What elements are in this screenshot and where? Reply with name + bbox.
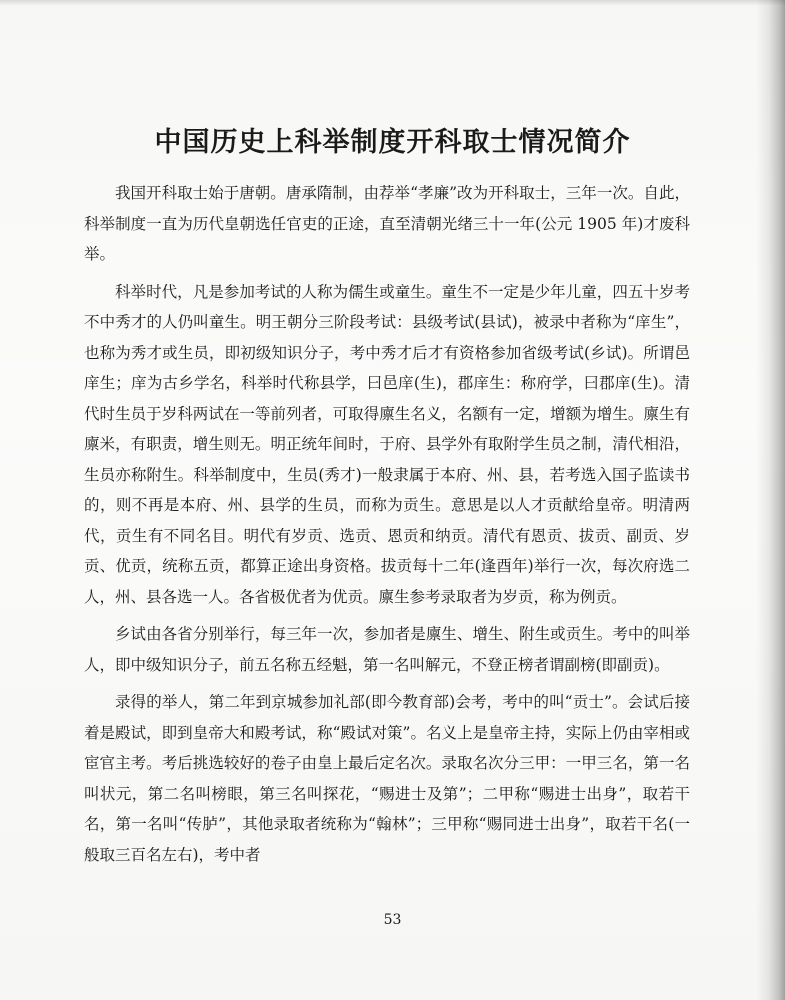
page-number: 53: [383, 912, 402, 928]
article-body: [84, 178, 690, 877]
paragraph: 我国开科取士始于唐朝。唐承隋制，由荐举“孝廉”改为开科取士，三年一次。自此，科举制度一直为历代皇朝选任官吏的正途，直至清朝光绪三十一年(公元 1905 年)才废科举。: [84, 184, 690, 263]
paragraph: 录得的举人，第二年到京城参加礼部(即今教育部)会考，考中的叫“贡士”。会试后接着是殿试，即到皇帝大和殿考试，称“殿试对策”。名义上是皇帝主持，实际上仍由宰相或宦官主考。考后挑选较好的卷子由皇上最后定名次。录取名次分三甲：一甲三名，第一名叫状元，第二名叫榜眼，第三名叫探花，“赐进士及第”；二甲称“赐进士出身”，取若干名，第一名叫“传胪”，其他录取者统称为“翰林”；三甲称“赐同进士出身”，取若干名(一般取三百名左右)，考中者: [84, 693, 690, 864]
page-title: 中国历史上科举制度开科取士情况简介: [154, 127, 631, 158]
paragraph: 科举时代，凡是参加考试的人称为儒生或童生。童生不一定是少年儿童，四五十岁考不中秀才的人仍叫童生。明王朝分三阶段考试：县级考试(县试)，被录中者称为“庠生”，也称为秀才或生员，即初级知识分子，考中秀才后才有资格参加省级考试(乡试)。所谓邑庠生；庠为古乡学名，科举时代称县学，曰邑庠(生)，郡庠生：称府学，曰郡庠(生)。清代时生员于岁科两试在一等前列者，可取得廪生名义，名额有一定，增额为增生。廪生有廪米，有职责，增生则无。明正统年间时，于府、县学外有取附学生员之制，清代相沿，生员亦称附生。科举制度中，生员(秀才)一般隶属于本府、州、县，若考选入国子监读书的，则不再是本府、州、县学的生员，而称为贡生。意思是以人才贡献给皇帝。明清两代，贡生有不同名目。明代有岁贡、选贡、恩贡和纳贡。清代有恩贡、拔贡、副贡、岁贡、优贡，统称五贡，都算正途出身资格。拔贡每十二年(逢酉年)举行一次，每次府选二人，州、县各选一人。各省极优者为优贡。廪生参考录取者为岁贡，称为例贡。: [84, 282, 690, 606]
page-top-edge: [0, 0, 785, 6]
paragraph: 乡试由各省分别举行，每三年一次，参加者是廪生、增生、附生或贡生。考中的叫举人，即中级知识分子，前五名称五经魁，第一名叫解元，不登正榜者谓副榜(即副贡)。: [84, 625, 690, 674]
